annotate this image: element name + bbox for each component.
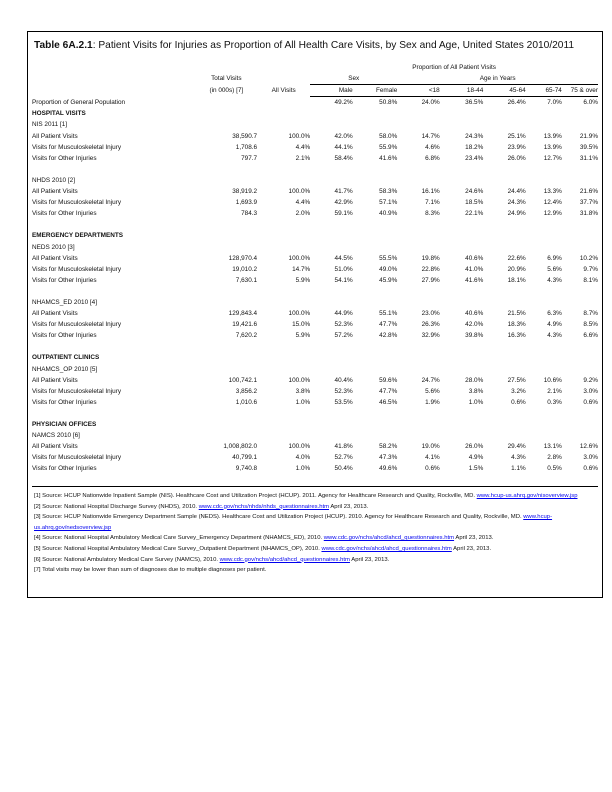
all-visits: 4.0% — [295, 454, 311, 462]
row-label: All Patient Visits — [32, 310, 78, 318]
footnote — [34, 502, 599, 513]
female: 59.6% — [379, 376, 398, 384]
female: 41.6% — [379, 154, 398, 162]
age-75-over: 31.8% — [579, 210, 598, 218]
all-visits: 5.9% — [295, 332, 311, 340]
row-label: All Patient Visits — [32, 188, 78, 196]
age-45-64-header: 45-64 — [483, 85, 525, 97]
female: 55.9% — [379, 143, 398, 151]
footnote-link[interactable]: www.cdc.gov/nchs/ahcd/ahcd_questionnaires.htm — [219, 556, 350, 563]
section-title: PHYSICIAN OFFICES — [32, 421, 97, 428]
age-45-64: 21.5% — [507, 310, 526, 318]
spacer-row — [32, 341, 598, 352]
age-75-over: 3.0% — [583, 387, 598, 395]
footnote-link[interactable]: www.hcup-us.ahrq.gov/nisoverview.jsp — [476, 493, 578, 499]
male: 53.5% — [334, 398, 353, 406]
age-65-74: 4.3% — [547, 276, 562, 284]
age-65-74: 13.3% — [543, 188, 562, 196]
age-65-74: 5.6% — [547, 265, 562, 273]
row-label: All Patient Visits — [32, 376, 78, 384]
age-65-74: 4.3% — [547, 332, 562, 340]
all-visits: 4.4% — [295, 199, 311, 207]
footnote-text: [2] Source: National Hospital Discharge Survey (NHDS), 2010. — [34, 503, 199, 510]
female: 46.5% — [379, 398, 398, 406]
age-45-64: 25.1% — [507, 132, 526, 140]
all-visits: 2.0% — [295, 210, 311, 218]
footnote-text: [5] Source: National Hospital Ambulatory Medical Care Survey_Outpatient Department (NHAMCS_OP), 2010. — [34, 545, 322, 552]
section-header-row — [32, 108, 598, 119]
male: 44.5% — [334, 254, 353, 262]
age-18-44: 28.0% — [465, 376, 484, 384]
table-row — [32, 142, 598, 153]
male: 52.3% — [334, 387, 353, 395]
age-65-74: 0.5% — [547, 465, 562, 473]
gp-male: 49.2% — [334, 99, 353, 107]
age-45-64: 16.3% — [507, 332, 526, 340]
source-row — [32, 364, 598, 375]
male: 58.4% — [334, 154, 353, 162]
all-visits: 100.0% — [288, 132, 311, 140]
age-18-44: 40.6% — [465, 310, 484, 318]
female: 47.3% — [379, 454, 398, 462]
lt18: 26.3% — [421, 321, 440, 329]
row-label: Visits for Musculoskeletal Injury — [32, 321, 122, 329]
source-row — [32, 297, 598, 308]
age-45-64: 18.3% — [507, 321, 526, 329]
male: 42.9% — [334, 199, 353, 207]
footnote — [34, 491, 599, 502]
age-45-64: 23.9% — [507, 143, 526, 151]
age-45-64: 22.6% — [507, 254, 526, 262]
age-header: Age in Years — [397, 73, 598, 85]
age-18-44: 1.5% — [468, 465, 484, 473]
total-visits: 9,740.8 — [235, 465, 258, 473]
table-row — [32, 397, 598, 408]
all-visits: 15.0% — [292, 321, 311, 329]
age-45-64: 27.5% — [507, 376, 526, 384]
age-75-over: 10.2% — [579, 254, 598, 262]
age-65-74: 6.9% — [547, 254, 562, 262]
footnote — [34, 533, 599, 544]
lt18: 4.1% — [425, 454, 440, 462]
source-row — [32, 119, 598, 130]
spacer-row — [32, 219, 598, 230]
age-65-74: 12.4% — [543, 199, 562, 207]
male: 52.3% — [334, 321, 353, 329]
age-45-64: 3.2% — [511, 387, 526, 395]
age-45-64: 24.3% — [507, 199, 526, 207]
age-18-44: 26.0% — [465, 443, 484, 451]
source-label: NAMCS 2010 [6] — [32, 432, 80, 440]
footnote — [34, 544, 599, 555]
total-visits: 3,856.2 — [235, 387, 258, 395]
all-visits: 100.0% — [288, 188, 311, 196]
table-row — [32, 441, 598, 452]
total-visits: 128,970.4 — [228, 254, 258, 262]
table-row — [32, 208, 598, 219]
footnote-text: [1] Source: HCUP Nationwide Inpatient Sample (NIS). Healthcare Cost and Utilization Project (HCUP). 2011. Agency for Healthcare Research and Quality, Rockville, MD. — [34, 493, 477, 499]
female: 49.0% — [379, 265, 398, 273]
age-75-over: 21.9% — [579, 132, 598, 140]
table-title — [34, 39, 598, 53]
age-65-74-header: 65-74 — [526, 85, 562, 97]
source-label: NHAMCS_ED 2010 [4] — [32, 298, 97, 306]
proportion-header: Proportion of All Patient Visits — [412, 64, 496, 71]
male: 44.1% — [334, 143, 353, 151]
age-45-64: 20.9% — [507, 265, 526, 273]
general-population-row — [32, 97, 598, 109]
age-45-64: 24.4% — [507, 188, 526, 196]
lt18: 32.9% — [421, 332, 440, 340]
age-75-over: 8.7% — [583, 310, 598, 318]
age-75-over: 39.5% — [579, 143, 598, 151]
age-45-64: 4.3% — [511, 454, 526, 462]
male: 57.2% — [334, 332, 353, 340]
lt18-header: <18 — [397, 85, 439, 97]
table-frame — [27, 31, 603, 598]
in-000s-header: (in 000s) [7] — [209, 87, 244, 95]
all-visits: 100.0% — [288, 443, 311, 451]
age-65-74: 0.3% — [547, 398, 562, 406]
age-65-74: 4.9% — [547, 321, 562, 329]
table-row — [32, 264, 598, 275]
all-visits: 100.0% — [288, 310, 311, 318]
section-header-row — [32, 230, 598, 241]
row-label: Visits for Other Injuries — [32, 276, 97, 284]
female: 47.7% — [379, 387, 398, 395]
total-visits: 7,620.2 — [235, 332, 258, 340]
male: 41.7% — [334, 188, 353, 196]
section-title: EMERGENCY DEPARTMENTS — [32, 232, 124, 240]
gp-18-44: 36.5% — [465, 99, 484, 107]
age-18-44: 1.0% — [468, 398, 484, 406]
total-visits: 1,693.9 — [235, 199, 258, 207]
section-title: HOSPITAL VISITS — [32, 110, 86, 118]
female: 57.1% — [379, 199, 398, 207]
age-18-44: 18.2% — [465, 143, 484, 151]
age-65-74: 13.9% — [543, 143, 562, 151]
total-visits: 38,919.2 — [232, 188, 258, 196]
all-visits: 14.7% — [292, 265, 311, 273]
total-visits: 1,008,802.0 — [223, 443, 258, 451]
female: 42.8% — [379, 332, 398, 340]
row-label: Visits for Other Injuries — [32, 154, 97, 162]
spacer-row — [32, 408, 598, 419]
age-45-64: 0.6% — [511, 398, 526, 406]
total-visits: 19,010.2 — [232, 265, 258, 273]
footnote-text: [4] Source: National Hospital Ambulatory Medical Care Survey_Emergency Department (NHAMCS_ED), 2010. — [34, 535, 324, 542]
male: 41.8% — [334, 443, 353, 451]
age-75-over: 6.6% — [583, 332, 598, 340]
age-65-74: 13.9% — [543, 132, 562, 140]
age-45-64: 1.1% — [511, 465, 526, 473]
female: 58.3% — [379, 188, 398, 196]
lt18: 23.0% — [421, 310, 440, 318]
table-title-text: : Patient Visits for Injuries as Proportion of All Health Care Visits, by Sex and Age, United States 2010/2011 — [92, 40, 575, 51]
source-label: NHDS 2010 [2] — [32, 176, 75, 184]
male: 54.1% — [334, 276, 353, 284]
age-18-44: 24.6% — [465, 188, 484, 196]
age-18-44: 42.0% — [465, 321, 484, 329]
gp-lt18: 24.0% — [421, 99, 440, 107]
lt18: 14.7% — [421, 132, 440, 140]
lt18: 6.8% — [425, 154, 440, 162]
footnote-link[interactable]: www.cdc.gov/nchs/ahcd/ahcd_questionnaires.htm — [321, 545, 452, 552]
spacer-row — [32, 164, 598, 175]
lt18: 27.9% — [421, 276, 440, 284]
section-header-row — [32, 419, 598, 430]
age-65-74: 2.8% — [547, 454, 562, 462]
source-label: NHAMCS_OP 2010 [5] — [32, 365, 98, 373]
gp-45-64: 26.4% — [507, 99, 526, 107]
footnote-text: [3] Source: HCUP Nationwide Emergency Department Sample (NEDS). Healthcare Cost and Utilization Project (HCUP). 2010. Agency for Healthcare Research and Quality, Rockville, MD. — [34, 514, 524, 521]
footnote-text: [6] Source: National Ambulatory Medical Care Survey (NAMCS), 2010. — [34, 556, 220, 563]
age-75-over: 37.7% — [579, 199, 598, 207]
footnote-date: April 23, 2013. — [451, 545, 492, 552]
table-row — [32, 186, 598, 197]
table-row — [32, 386, 598, 397]
age-75-over: 8.5% — [583, 321, 598, 329]
all-visits: 5.9% — [295, 276, 311, 284]
footnote-text: [7] Total visits may be lower than sum of diagnoses due to multiple diagnoses per patient. — [34, 567, 267, 574]
table-row — [32, 330, 598, 341]
row-label: Visits for Musculoskeletal Injury — [32, 454, 122, 462]
total-visits: 7,630.1 — [235, 276, 258, 284]
all-visits: 100.0% — [288, 376, 311, 384]
female: 45.9% — [379, 276, 398, 284]
age-18-44: 39.8% — [465, 332, 484, 340]
row-label: Visits for Musculoskeletal Injury — [32, 143, 122, 151]
age-18-44: 24.3% — [465, 132, 484, 140]
section-title: OUTPATIENT CLINICS — [32, 354, 100, 362]
source-label: NIS 2011 [1] — [32, 121, 68, 129]
source-row — [32, 242, 598, 253]
lt18: 19.8% — [421, 254, 440, 262]
total-visits: 1,010.6 — [235, 398, 258, 406]
lt18: 0.6% — [425, 465, 440, 473]
row-label: All Patient Visits — [32, 254, 78, 262]
row-label: Visits for Musculoskeletal Injury — [32, 387, 122, 395]
source-label: NEDS 2010 [3] — [32, 243, 75, 251]
sex-header: Sex — [310, 73, 397, 85]
footnote-date: April 23, 2013. — [329, 503, 369, 510]
age-18-44: 41.6% — [465, 276, 484, 284]
header-row-1 — [32, 62, 598, 73]
gp-65-74: 7.0% — [547, 99, 562, 107]
gp-75-over: 6.0% — [583, 99, 598, 107]
female: 55.1% — [379, 310, 398, 318]
all-visits: 2.1% — [295, 154, 311, 162]
table-row — [32, 463, 598, 474]
source-row — [32, 430, 598, 441]
footnote-link[interactable]: www.hcup-us.ahrq.gov/nedsoverview.jsp — [34, 514, 553, 531]
age-45-64: 24.9% — [507, 210, 526, 218]
header-row-3 — [32, 85, 598, 97]
lt18: 24.7% — [421, 376, 440, 384]
age-75-over: 21.6% — [579, 188, 598, 196]
lt18: 7.1% — [425, 199, 440, 207]
female: 58.0% — [379, 132, 398, 140]
total-visits: 784.3 — [241, 210, 258, 218]
age-65-74: 12.9% — [543, 210, 562, 218]
footnote-link[interactable]: www.cdc.gov/nchs/nhds/nhds_questionnaires.htm — [198, 503, 330, 510]
footnote-link[interactable]: www.cdc.gov/nchs/ahcd/ahcd_questionnaires.htm — [323, 535, 455, 542]
total-visits: 19,421.6 — [232, 321, 258, 329]
footnote-date: April 23, 2013. — [454, 535, 494, 542]
section-header-row — [32, 352, 598, 363]
age-75-over: 3.0% — [583, 454, 598, 462]
female: 55.5% — [379, 254, 398, 262]
table-label: Table 6A.2.1 — [34, 40, 93, 51]
age-18-44: 22.1% — [465, 210, 484, 218]
table-row — [32, 308, 598, 319]
age-65-74: 2.1% — [547, 387, 562, 395]
total-visits: 40,799.1 — [232, 454, 258, 462]
data-table — [32, 62, 598, 474]
all-visits: 3.8% — [295, 387, 311, 395]
spacer-row — [32, 286, 598, 297]
table-row — [32, 197, 598, 208]
age-45-64: 26.0% — [507, 154, 526, 162]
age-75-over: 12.6% — [579, 443, 598, 451]
age-18-44: 3.8% — [468, 387, 484, 395]
row-label: Visits for Musculoskeletal Injury — [32, 199, 122, 207]
all-visits: 1.0% — [295, 465, 311, 473]
total-visits: 1,708.6 — [235, 143, 258, 151]
all-visits-header: All Visits — [271, 87, 296, 95]
row-label: Visits for Musculoskeletal Injury — [32, 265, 122, 273]
gp-female: 50.8% — [379, 99, 398, 107]
general-population-label: Proportion of General Population — [32, 99, 126, 107]
age-65-74: 13.1% — [543, 443, 562, 451]
lt18: 8.3% — [425, 210, 440, 218]
age-75-over: 0.6% — [583, 398, 598, 406]
age-65-74: 12.7% — [543, 154, 562, 162]
row-label: All Patient Visits — [32, 443, 78, 451]
female: 40.9% — [379, 210, 398, 218]
male: 59.1% — [334, 210, 353, 218]
age-65-74: 10.6% — [543, 376, 562, 384]
age-18-44-header: 18-44 — [440, 85, 484, 97]
age-75-over: 8.1% — [583, 276, 598, 284]
age-75-over: 31.1% — [579, 154, 598, 162]
all-visits: 100.0% — [288, 254, 311, 262]
footnote — [34, 555, 599, 566]
male: 50.4% — [334, 465, 353, 473]
male: 40.4% — [334, 376, 353, 384]
footnotes — [34, 491, 599, 576]
age-75-over: 0.6% — [583, 465, 598, 473]
male: 42.0% — [334, 132, 353, 140]
age-18-44: 4.9% — [468, 454, 484, 462]
age-18-44: 18.5% — [465, 199, 484, 207]
table-row — [32, 275, 598, 286]
table-row — [32, 375, 598, 386]
table-row — [32, 319, 598, 330]
male-header: Male — [310, 85, 352, 97]
lt18: 22.8% — [421, 265, 440, 273]
age-18-44: 40.6% — [465, 254, 484, 262]
all-visits: 1.0% — [295, 398, 311, 406]
total-visits-header: Total Visits — [211, 75, 242, 83]
lt18: 16.1% — [421, 188, 440, 196]
header-row-2 — [32, 73, 598, 85]
male: 44.9% — [334, 310, 353, 318]
all-visits: 4.4% — [295, 143, 311, 151]
table-row — [32, 253, 598, 264]
total-visits: 129,843.4 — [228, 310, 258, 318]
total-visits: 38,590.7 — [232, 132, 258, 140]
age-45-64: 18.1% — [507, 276, 526, 284]
age-75-over: 9.7% — [583, 265, 598, 273]
lt18: 5.6% — [425, 387, 440, 395]
female-header: Female — [353, 85, 398, 97]
footnote-date: April 23, 2013. — [349, 556, 390, 563]
total-visits: 100,742.1 — [228, 376, 258, 384]
table-row — [32, 452, 598, 463]
female: 58.2% — [379, 443, 398, 451]
lt18: 4.6% — [425, 143, 440, 151]
row-label: Visits for Other Injuries — [32, 210, 97, 218]
footnote — [34, 512, 599, 533]
age-18-44: 23.4% — [465, 154, 484, 162]
table-row — [32, 131, 598, 142]
age-18-44: 41.0% — [465, 265, 484, 273]
row-label: Visits for Other Injuries — [32, 398, 97, 406]
female: 47.7% — [379, 321, 398, 329]
male: 52.7% — [334, 454, 353, 462]
footnote — [34, 565, 599, 576]
table-row — [32, 153, 598, 164]
row-label: Visits for Other Injuries — [32, 332, 97, 340]
notes-divider — [32, 486, 598, 487]
total-visits: 797.7 — [241, 154, 258, 162]
source-row — [32, 175, 598, 186]
lt18: 19.0% — [421, 443, 440, 451]
row-label: Visits for Other Injuries — [32, 465, 97, 473]
age-75-over: 9.2% — [583, 376, 598, 384]
female: 49.6% — [379, 465, 398, 473]
male: 51.0% — [334, 265, 353, 273]
age-75-over-header: 75 & over — [562, 85, 598, 97]
age-45-64: 29.4% — [507, 443, 526, 451]
lt18: 1.9% — [425, 398, 440, 406]
age-65-74: 6.3% — [547, 310, 562, 318]
row-label: All Patient Visits — [32, 132, 78, 140]
